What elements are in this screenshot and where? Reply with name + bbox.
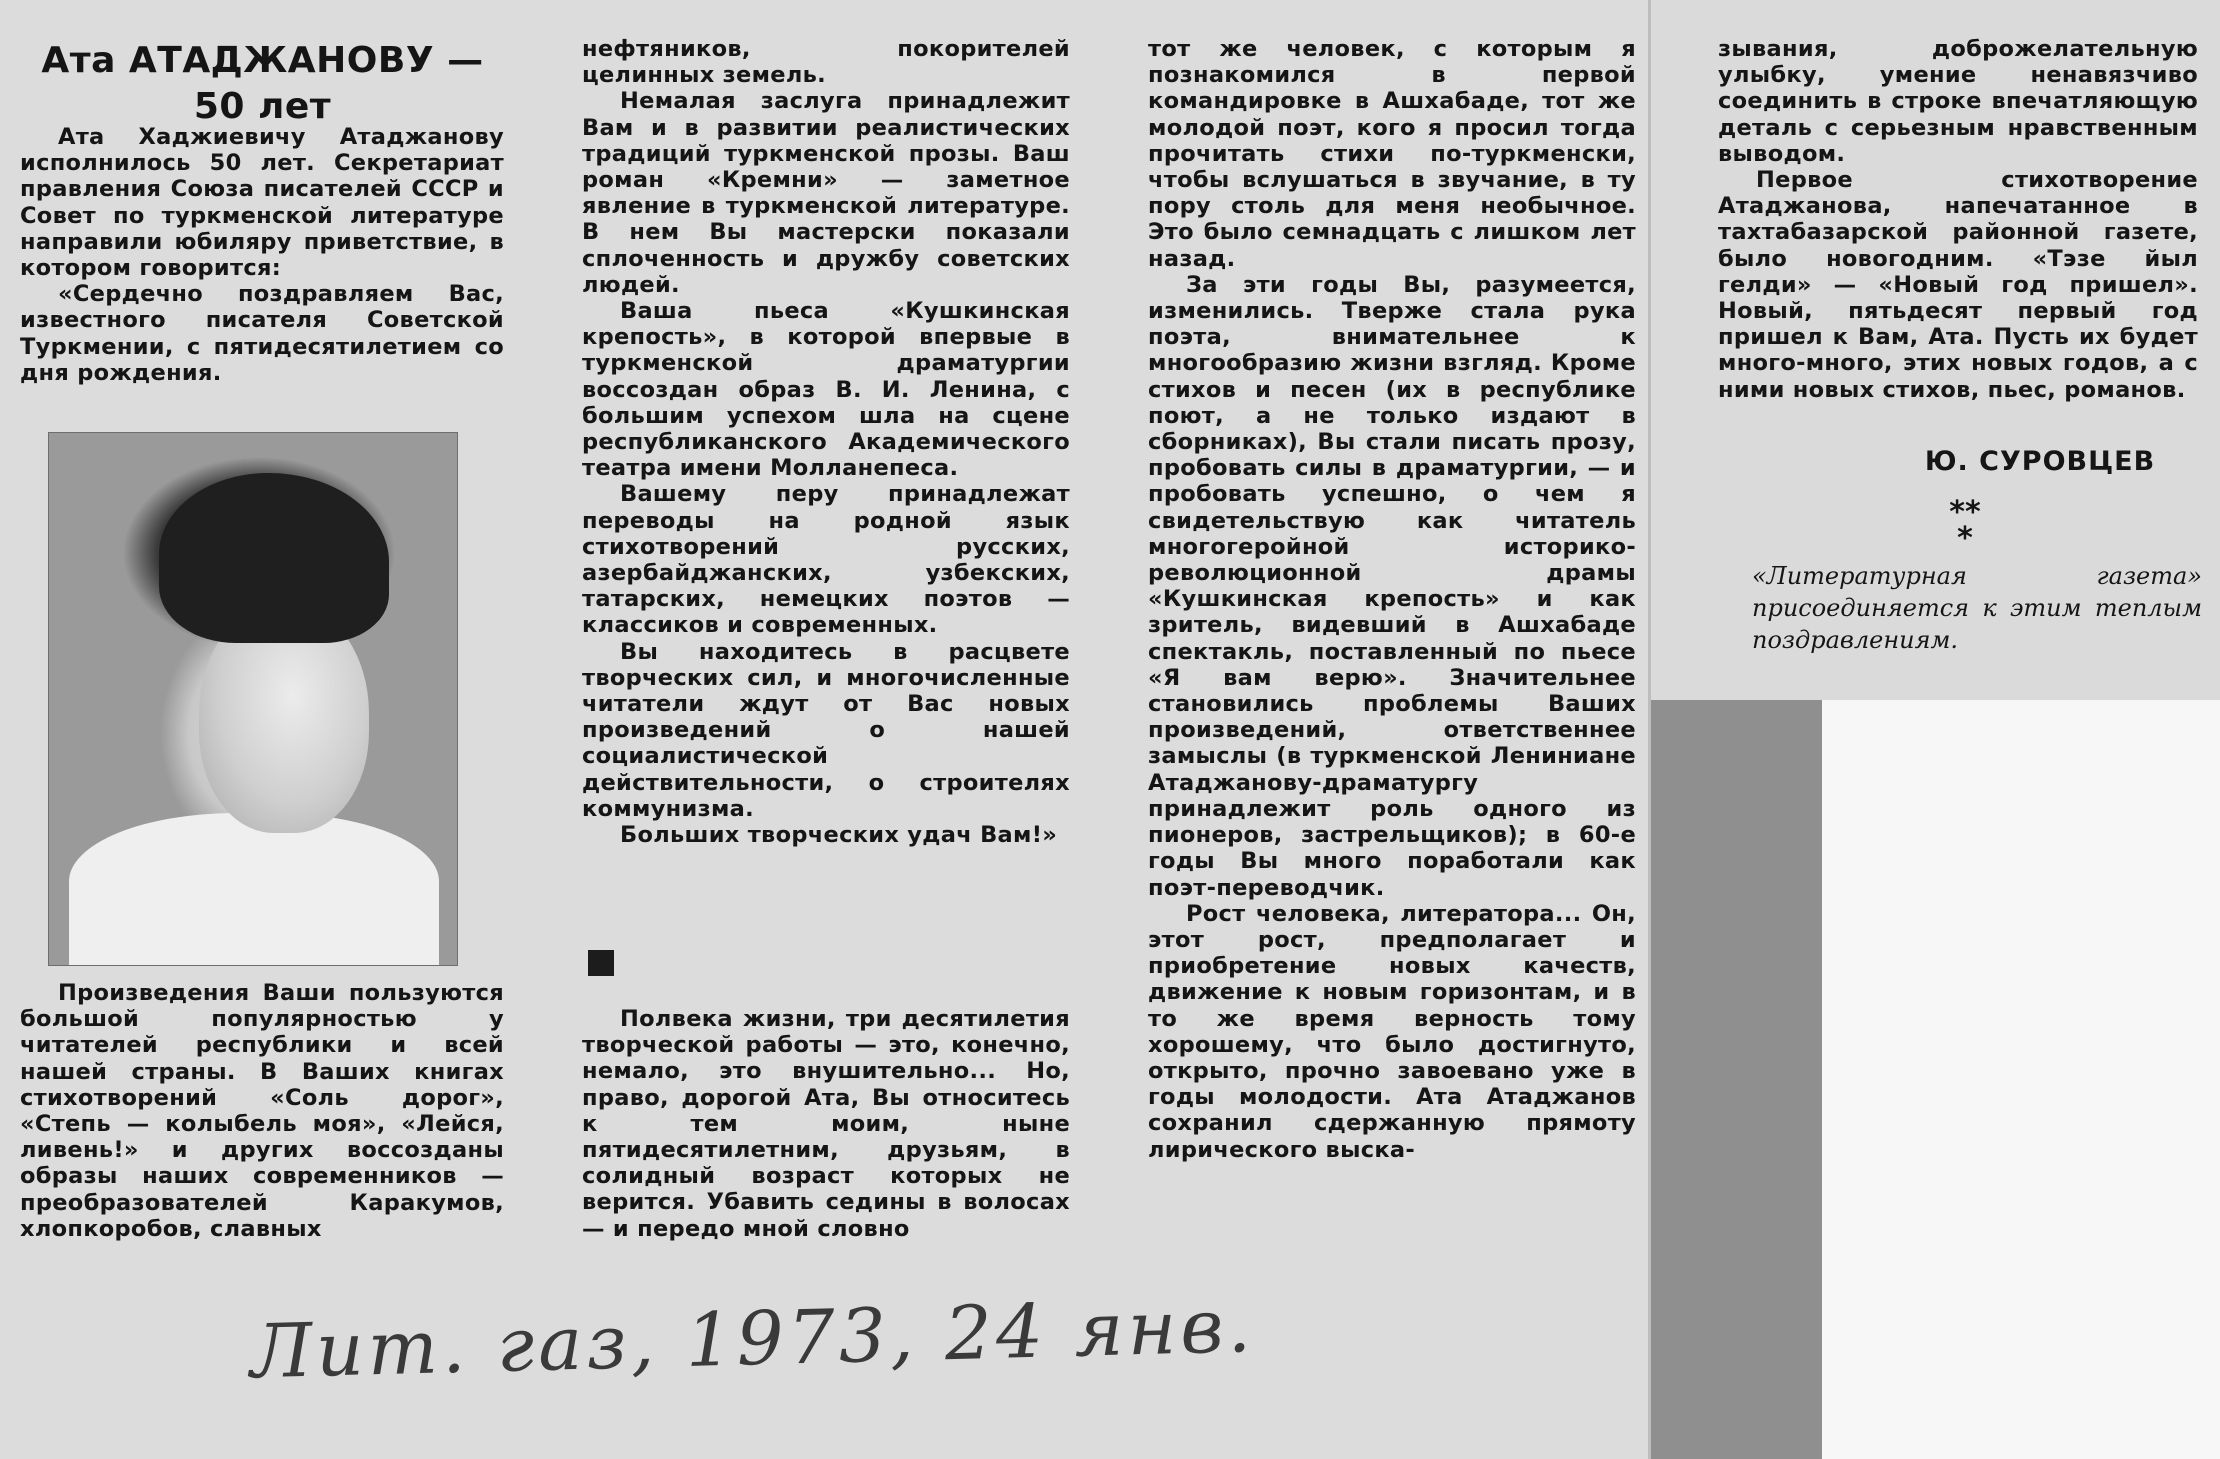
paragraph: Рост человека, литератора... Он, этот рост, предполагает и приобретение новых качеств, движение к новым горизонтам, и в то же время верность тому хорошему, что было достигнуто, открыто, прочно завоевано уже в годы молодости. Ата Атаджанов сохранил сдержанную прямоту лирического выска- [1148,900,1636,1163]
author-signature: Ю. СУРОВЦЕВ [1924,446,2156,477]
column-1-top [20,124,504,386]
paragraph: Больших творческих удач Вам!» [620,822,1058,849]
handwritten-annotation: Лит. газ, 1973, 24 янв. [249,1283,1256,1396]
column-3 [1148,36,1636,1163]
paragraph: Полвека жизни, три десятилетия творческой работы — это, конечно, немало, это внушительно... Но, право, дорогой Ата, Вы относитесь к тем моим, ныне пятидесятилетним, друзьям, в солидный возраст которых не верится. Убавить седины в волосах — и передо мной словно [582,1006,1070,1242]
column-2-bottom [582,1006,1070,1242]
headline [20,38,505,130]
section-separator-mark [588,950,614,976]
paragraph: Произведения Ваши пользуются большой популярностью у читателей республики и всей нашей страны. В Ваших книгах стихотворений «Соль дорог», «Степь — колыбель моя», «Лейся, ливень!» и других воссозданы образы наших современников — преобразователей Каракумов, хлопкоробов, славных [20,980,504,1242]
column-2-top [582,36,1070,848]
background-strip [1650,700,1822,1459]
paragraph: нефтяников, покорителей целинных земель. [582,36,1070,89]
paragraph: Ваша пьеса «Кушкинская крепость», в которой впервые в туркменской драматургии воссоздан образ В. И. Ленина, с большим успехом шла на сцене республиканского Академического театра имени Молланепеса. [582,298,1070,482]
paragraph: Вы находитесь в расцвете творческих сил, и многочисленные читатели ждут от Вас новых произведений о нашей социалистической действительности, о строителях коммунизма. [582,638,1070,822]
paragraph: тот же человек, с которым я познакомился в первой командировке в Ашхабаде, тот же молодой поэт, кого я просил тогда прочитать стихи по-туркменски, чтобы вслушаться в звучание, в ту пору столь для меня необычное. Это было семнадцать с лишком лет назад. [1148,36,1636,272]
portrait-photo [48,432,458,966]
asterisks-divider: ** * [1949,495,1981,556]
photo-shirt [69,813,439,965]
paragraph: Немалая заслуга принадлежит Вам и в развитии реалистических традиций туркменской прозы. Ваш роман «Кремни» — заметное явление в туркменской литературе. В нем Вы мастерски показали сплоченность и дружбу советских людей. [582,88,1070,298]
column-4 [1718,36,2198,403]
paragraph: Вашему перу принадлежат переводы на родной язык стихотворений русских, азербайджанских, узбекских, татарских, немецких поэтов — классиков и современных. [582,481,1070,639]
clipping-edge [1648,0,1651,1459]
photo-hair [159,473,389,643]
blank-sheet [1822,700,2220,1459]
column-1-bottom [20,980,504,1242]
paragraph: Ата Хаджиевичу Атаджанову исполнилось 50 лет. Секретариат правления Союза писателей СССР и Совет по туркменской литературе направили юбиляру приветствие, в котором говорится: [20,124,504,282]
headline-line2: 50 лет [193,86,332,127]
paragraph: зывания, доброжелательную улыбку, умение ненавязчиво соединить в строке впечатляющую деталь с серьезным нравственным выводом. [1718,36,2198,167]
paragraph: За эти годы Вы, разумеется, изменились. Тверже стала рука поэта, внимательнее к многообразию жизни взгляд. Кроме стихов и песен (их в республике поют, а не только издают в сборниках), Вы стали писать прозу, пробовать силы в драматургии, — и пробовать успешно, о чем я свидетельствую как читатель многогеройной историко-революционной драмы «Кушкинская крепость» и как зритель, видевший в Ашхабаде спектакль, поставленный по пьесе «Я вам верю». Значительнее становились проблемы Ваших произведений, ответственнее замыслы (в туркменской Лениниане Атаджанову-драматургу принадлежит роль одного из пионеров, застрельщиков); в 60-е годы Вы много поработали как поэт-переводчик. [1148,271,1636,901]
headline-line1: Ата АТАДЖАНОВУ — [41,40,484,81]
paragraph: Первое стихотворение Атаджанова, напечатанное в тахтабазарской районной газете, было новогодним. «Тэзе йыл гелди» — «Новый год пришел». Новый, пятьдесят первый год пришел к Вам, Ата. Пусть их будет много-много, этих новых годов, а с ними новых стихов, пьес, романов. [1718,167,2198,403]
paragraph: «Сердечно поздравляем Вас, известного писателя Советской Туркмении, с пятидесятилетием со дня рождения. [20,281,504,386]
editorial-note: «Литературная газета» присоединяется к этим теплым поздравлениям. [1752,562,2202,654]
